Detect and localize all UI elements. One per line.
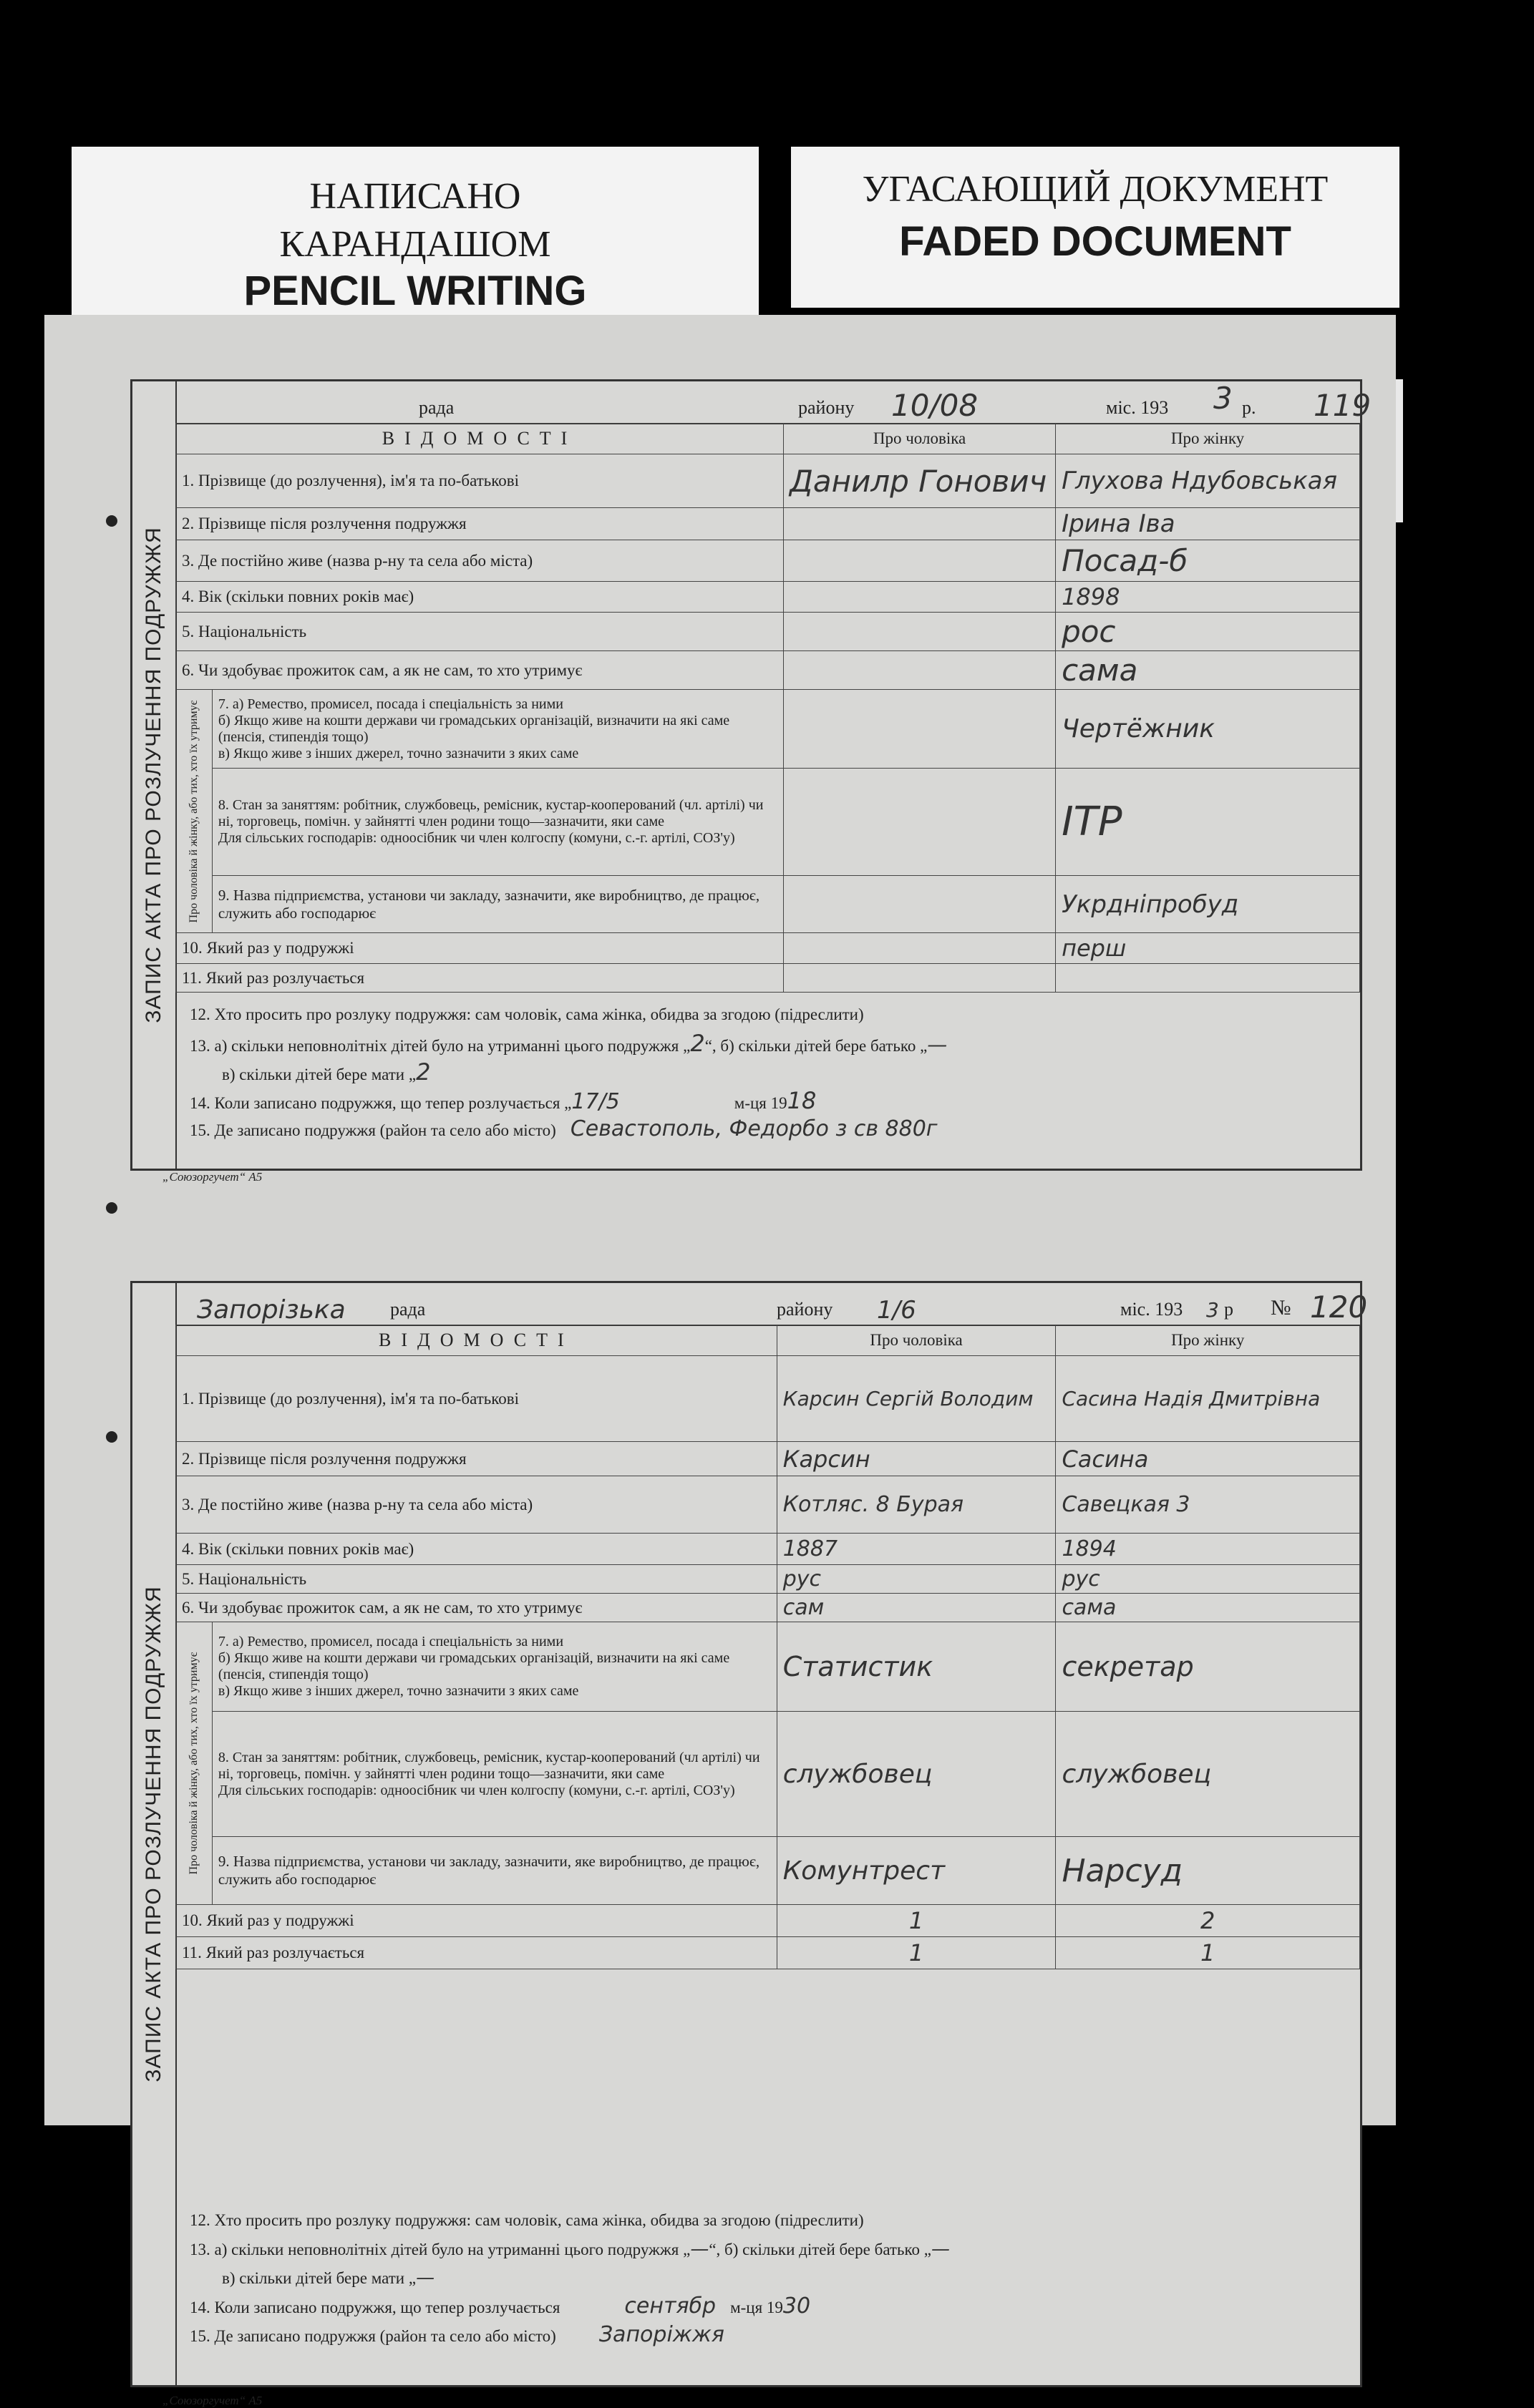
form1-col-man: Про чоловіка — [784, 424, 1056, 454]
form2-rada: рада — [390, 1299, 426, 1320]
form1-side-title-box — [132, 381, 177, 1169]
form1-woman-6: сама — [1056, 651, 1360, 690]
form2-man-6: сам — [777, 1594, 1056, 1622]
form2-col-woman: Про жінку — [1056, 1325, 1360, 1356]
form1-table — [175, 423, 1360, 993]
form2-woman-9: Нарсуд — [1056, 1837, 1360, 1905]
form2-rada-hw: Запорізька — [197, 1295, 346, 1325]
form1-woman-11 — [1056, 964, 1360, 993]
form1-l13b-hw: — — [927, 1033, 948, 1056]
form1-woman-2: Ірина Іва — [1056, 508, 1360, 540]
form2-man-3: Котляс. 8 Бурая — [777, 1476, 1056, 1534]
form1-l13c: в) скільки дітей бере мати „2 — [222, 1058, 431, 1086]
form2-l12: 12. Хто просить про розлуку подружжя: сам чоловік, сама жінка, обидва за згодою (підреслити) — [190, 2211, 864, 2229]
form2-l14: 14. Коли записано подружжя, що тепер розлучається сентябр м-ця 1930 — [190, 2294, 811, 2319]
form2-q7: 7. а) Ремество, промисел, посада і спеціальність за ними б) Якщо живе на кошти держави чи громадських організацій, визначити на які саме (пенсія, стипендія тощо) в) Якщо живе з інших джерел, точно зазначити з яких саме — [212, 1622, 777, 1712]
form1-header — [175, 381, 1372, 424]
form2-woman-2: Сасина — [1056, 1442, 1360, 1476]
form2-sub-label: Про чоловіка й жінку, або тих, хто їх утримує — [188, 1652, 200, 1875]
form2-printer-mark: „Союзоргучет“ А5 — [162, 2394, 263, 2407]
form1-l14y-hw: 18 — [787, 1087, 817, 1114]
form1-man-4 — [784, 582, 1056, 613]
pencil-label-line1: НАПИСАНО — [309, 176, 521, 217]
form2-header — [175, 1283, 1368, 1326]
pencil-label-line3: PENCIL WRITING — [243, 268, 587, 314]
form1-q8: 8. Стан за заняттям: робітник, службовець, ремісник, кустар-кооперований (чл. артілі) чи ні, торговець, помічн. у зайнятті член родини тощо—зазначити, яки саме Для сільських господарів: одноосібник чи член колгоспу (комуни, с.-г. артілі, СОЗ'у) — [212, 769, 783, 876]
form1-woman-8: ІТР — [1056, 769, 1360, 876]
form1-q2: 2. Прізвище після розлучення подружжя — [176, 508, 784, 540]
form2-q6: 6. Чи здобуває прожиток сам, а як не сам, то хто утримує — [176, 1594, 777, 1622]
form2-q8: 8. Стан за заняттям: робітник, службовець, ремісник, кустар-кооперований (чл артілі) чи ні, торговець, помічн. у зайнятті член родини тощо—зазначити, яки саме Для сільських господарів: одноосібник чи член колгоспу (комуни, с.-г. артілі, СОЗ'у) — [212, 1712, 777, 1837]
faded-label-line2: FADED DOCUMENT — [899, 218, 1291, 265]
form2-q4: 4. Вік (скільки повних років має) — [176, 1534, 777, 1565]
form2-l13b-hw: — — [931, 2238, 950, 2260]
form1-man-11 — [784, 964, 1056, 993]
form2-q11: 11. Який раз розлучається — [176, 1937, 777, 1969]
form2-side-title: ЗАПИС АКТА ПРО РОЗЛУЧЕННЯ ПОДРУЖЖЯ — [142, 1586, 165, 2082]
form2-man-1: Карсин Сергій Володим — [777, 1356, 1056, 1442]
form2-l13c: в) скільки дітей бере мати „— — [222, 2267, 435, 2288]
form1-l14-hw: 17/5 — [571, 1089, 620, 1114]
form1-r: р. — [1242, 397, 1256, 418]
form1-l15: 15. Де записано подружжя (район та село або місто) Севастополь, Федорбо з св 880г — [190, 1116, 938, 1141]
pencil-label-line2: КАРАНДАШОМ — [279, 224, 551, 265]
form2-side-title-box — [132, 1283, 177, 2385]
form2-l15-hw: Запоріжжя — [598, 2322, 724, 2347]
form1-man-8 — [784, 769, 1056, 876]
form1-l13c-hw: 2 — [416, 1058, 431, 1086]
form2-table — [175, 1325, 1360, 1969]
form1-year-hw: 3 — [1213, 381, 1233, 416]
form2-woman-4: 1894 — [1056, 1534, 1360, 1565]
form2-l13c-hw: — — [416, 2267, 435, 2288]
form1-man-1: Данилр Гонович — [784, 454, 1056, 508]
form2-q9: 9. Назва підприємства, установи чи закладу, зазначити, яке виробництво, де працює, служить або господарює — [212, 1837, 777, 1905]
form2-year-hw: 3 — [1206, 1298, 1219, 1322]
form2-col-man: Про чоловіка — [777, 1325, 1056, 1356]
form1-woman-4: 1898 — [1056, 582, 1360, 613]
form2-l14-hw: сентябр — [624, 2294, 717, 2319]
form2-l13a-hw: — — [690, 2238, 709, 2260]
form1-man-7 — [784, 690, 1056, 769]
form2-col-vid: ВІДОМОСТІ — [176, 1325, 777, 1356]
form1-q11: 11. Який раз розлучається — [176, 964, 784, 993]
form1-woman-9: Укрдніпробуд — [1056, 876, 1360, 933]
form1-q10: 10. Який раз у подружжі — [176, 933, 784, 964]
form1-l15-hw: Севастополь, Федорбо з св 880г — [570, 1116, 938, 1141]
form2-woman-7: секретар — [1056, 1622, 1360, 1712]
form1-raion-hw: 10/08 — [891, 388, 979, 423]
form2-woman-5: рус — [1056, 1565, 1360, 1594]
form2-raion-hw: 1/6 — [877, 1296, 916, 1325]
form1-q5: 5. Національність — [176, 613, 784, 651]
form1-number-hw: 119 — [1314, 388, 1372, 423]
form2-woman-10: 2 — [1056, 1905, 1360, 1937]
form2-q10: 10. Який раз у подружжі — [176, 1905, 777, 1937]
divorce-form-2 — [130, 1281, 1368, 2387]
form2-bottom — [175, 2206, 1360, 2349]
form2-no: № — [1271, 1296, 1291, 1320]
form1-col-woman: Про жінку — [1056, 424, 1360, 454]
form2-mis: міс. 193 — [1120, 1299, 1183, 1320]
form2-raion: району — [777, 1299, 833, 1320]
form1-man-2 — [784, 508, 1056, 540]
form1-woman-7: Чертёжник — [1056, 690, 1360, 769]
form1-raion: району — [798, 397, 855, 418]
form2-woman-1: Сасина Надія Дмитрівна — [1056, 1356, 1360, 1442]
form1-man-3 — [784, 540, 1056, 582]
form2-l13ab: 13. а) скільки неповнолітніх дітей було на утриманні цього подружжя „—“, б) скільки дітей бере батько „— — [190, 2238, 950, 2260]
form1-rada: рада — [419, 397, 455, 418]
form2-q1: 1. Прізвище (до розлучення), ім'я та по-батькові — [176, 1356, 777, 1442]
form1-l12: 12. Хто просить про розлуку подружжя: сам чоловік, сама жінка, обидва за згодою (підреслити) — [190, 1005, 864, 1023]
form1-side-title: ЗАПИС АКТА ПРО РОЗЛУЧЕННЯ ПОДРУЖЖЯ — [142, 527, 165, 1023]
form2-man-10: 1 — [777, 1905, 1056, 1937]
form2-woman-3: Савецкая 3 — [1056, 1476, 1360, 1534]
form1-q6: 6. Чи здобуває прожиток сам, а як не сам, то хто утримує — [176, 651, 784, 690]
form1-man-5 — [784, 613, 1056, 651]
form2-sub-label-cell — [176, 1622, 213, 1905]
form2-man-4: 1887 — [777, 1534, 1056, 1565]
form1-woman-5: рос — [1056, 613, 1360, 651]
form1-man-10 — [784, 933, 1056, 964]
form1-q1: 1. Прізвище (до розлучення), ім'я та по-батькові — [176, 454, 784, 508]
form2-q5: 5. Національність — [176, 1565, 777, 1594]
form1-l14: 14. Коли записано подружжя, що тепер розлучається „17/5 м-ця 1918 — [190, 1087, 817, 1114]
form1-man-6 — [784, 651, 1056, 690]
form2-number-hw: 120 — [1310, 1290, 1368, 1325]
form2-woman-11: 1 — [1056, 1937, 1360, 1969]
form1-q4: 4. Вік (скільки повних років має) — [176, 582, 784, 613]
form1-printer-mark: „Союзоргучет“ А5 — [162, 1170, 263, 1184]
form2-q2: 2. Прізвище після розлучення подружжя — [176, 1442, 777, 1476]
form1-woman-3: Посад-б — [1056, 540, 1360, 582]
form1-woman-1: Глухова Ндубовськая — [1056, 454, 1360, 508]
form2-man-7: Статистик — [777, 1622, 1056, 1712]
form1-woman-10: перш — [1056, 933, 1360, 964]
punch-hole — [106, 1202, 117, 1214]
form1-l13a-hw: 2 — [690, 1030, 705, 1057]
document-paper — [44, 315, 1396, 2407]
pencil-writing-label — [72, 147, 759, 326]
form1-man-9 — [784, 876, 1056, 933]
form1-bottom — [175, 1000, 1360, 1144]
faded-document-label — [791, 147, 1399, 308]
form1-col-vid: ВІДОМОСТІ — [176, 424, 784, 454]
faded-label-line1: УГАСАЮЩИЙ ДОКУМЕНТ — [862, 169, 1329, 210]
form2-woman-8: службовец — [1056, 1712, 1360, 1837]
form1-q3: 3. Де постійно живе (назва р-ну та села або міста) — [176, 540, 784, 582]
form2-r: р — [1224, 1299, 1233, 1320]
form2-man-5: рус — [777, 1565, 1056, 1594]
punch-hole — [106, 515, 117, 527]
form2-l15: 15. Де записано подружжя (район та село або місто) Запоріжжя — [190, 2322, 724, 2347]
punch-hole — [106, 1431, 117, 1443]
divorce-form-1 — [130, 379, 1372, 1171]
form2-man-8: службовец — [777, 1712, 1056, 1837]
form2-q3: 3. Де постійно живе (назва р-ну та села або міста) — [176, 1476, 777, 1534]
form1-sub-label: Про чоловіка й жінку, або тих, хто їх утримує — [188, 700, 200, 922]
form2-l14y-hw: 30 — [782, 2294, 811, 2319]
form1-l13ab: 13. а) скільки неповнолітніх дітей було на утриманні цього подружжя „2“, б) скільки дітей бере батько „— — [190, 1030, 948, 1057]
form2-woman-6: сама — [1056, 1594, 1360, 1622]
form1-sub-label-cell — [176, 690, 213, 933]
form1-mis: міс. 193 — [1106, 397, 1169, 418]
form2-man-11: 1 — [777, 1937, 1056, 1969]
form1-q7: 7. а) Ремество, промисел, посада і спеціальність за ними б) Якщо живе на кошти держави чи громадських організацій, визначити на які саме (пенсія, стипендія тощо) в) Якщо живе з інших джерел, точно зазначити з яких саме — [212, 690, 783, 769]
form1-q9: 9. Назва підприємства, установи чи закладу, зазначити, яке виробництво, де працює, служить або господарює — [212, 876, 783, 933]
form2-man-9: Комунтрест — [777, 1837, 1056, 1905]
form2-man-2: Карсин — [777, 1442, 1056, 1476]
